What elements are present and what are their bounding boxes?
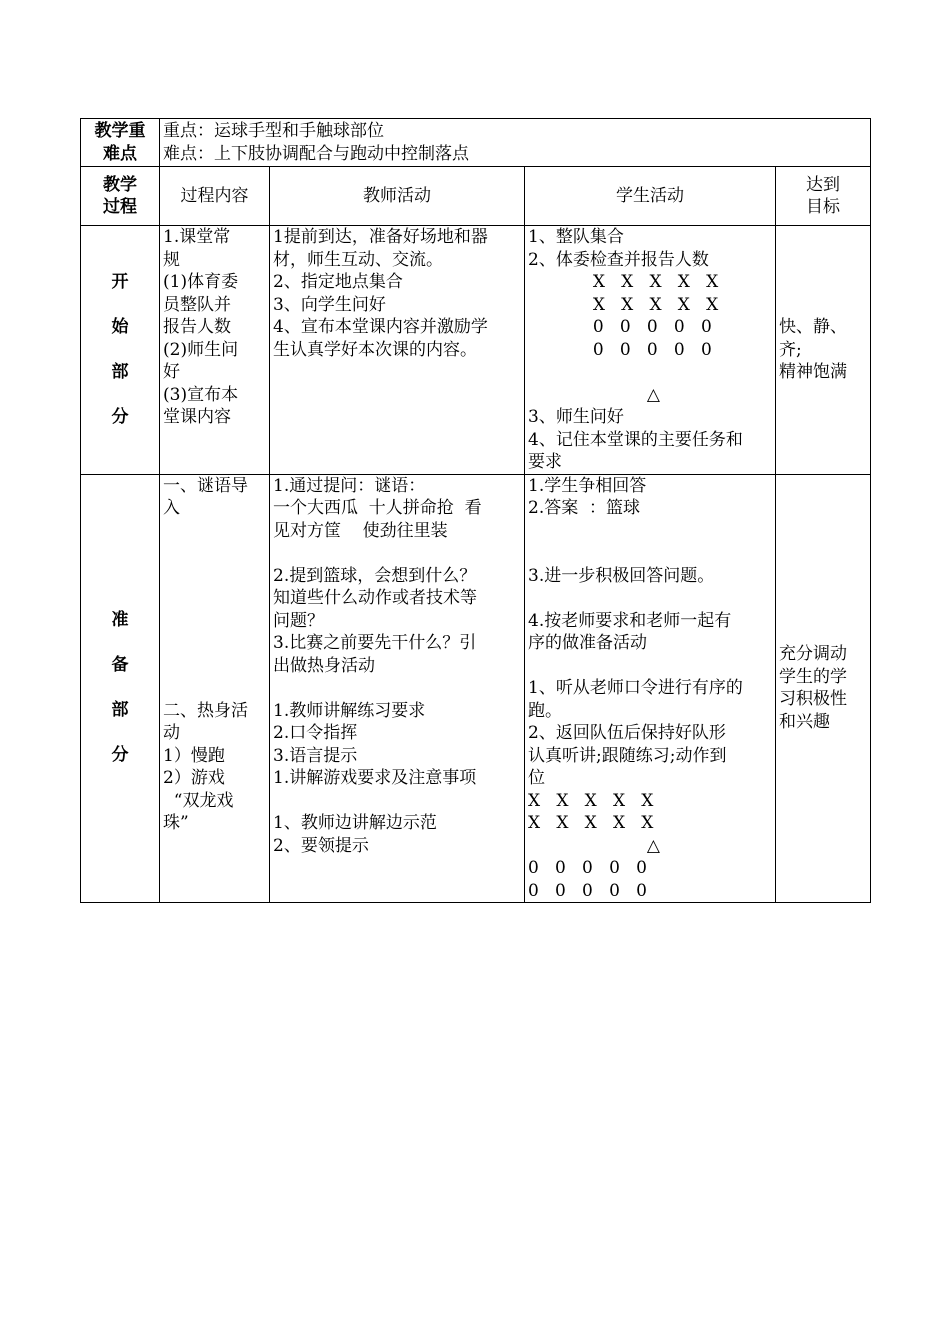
blank-line [163,632,266,655]
student-activity [525,226,776,475]
formation-line: X X X X X [528,294,719,315]
content-line: 报告人数 [163,317,231,337]
teacher-line: 见对方筐 使劲往里装 [273,520,448,541]
difficult-point: 难点：上下肢协调配合与跑动中控制落点 [163,143,469,164]
blank-line [273,677,521,700]
goal-header-line: 达到 [806,174,840,195]
section-name-char: 部 [111,361,129,382]
formation-line: X X X X X [528,272,719,292]
blank-line [163,655,266,678]
focus-label-line: 教学重 [94,121,146,141]
teacher-line: 知道些什么动作或者技术等 [273,588,477,608]
formation-line: X X X X X [528,813,654,833]
goal-header-line: 目标 [806,197,840,217]
content-line: “双龙戏 [163,790,234,811]
student-line: 4.按老师要求和老师一起有 [528,610,732,631]
lesson-plan-table [80,118,871,903]
formation-line: X X X X X [528,790,654,811]
key-point: 重点：运球手型和手触球部位 [163,121,384,141]
goal-line: 充分调动 [779,644,847,665]
content-line: 一、谜语导 [163,475,248,496]
section-name [81,474,160,903]
teacher-line: 3.比赛之前要先干什么？引 [273,633,477,653]
student-line: 位 [528,768,545,788]
teacher-line: 生认真学好本次课的内容。 [273,339,477,360]
blank-line [163,542,266,565]
section-name-char: 准 [111,610,129,631]
student-line: 2.答案 ：篮球 [528,498,641,518]
blank-line [163,565,266,588]
student-line: 4、记住本堂课的主要任务和 [528,429,743,450]
section-name-char: 始 [111,316,129,337]
process-header [81,167,160,226]
section-name-char: 分 [111,745,129,766]
content-line: 二、热身活 [163,700,248,721]
content-line: 堂课内容 [163,407,231,427]
teacher-line: 1、教师边讲解边示范 [273,813,437,833]
teacher-line: 4、宣布本堂课内容并激励学 [273,317,488,337]
content-line: 入 [163,498,180,518]
student-line: 要求 [528,452,562,472]
student-line: 3.进一步积极回答问题。 [528,565,715,586]
student-line: 1、整队集合 [528,227,624,247]
section-content [160,474,270,903]
student-line: 1、听从老师口令进行有序的 [528,678,743,698]
student-line: 2、体委检查并报告人数 [528,249,709,270]
teacher-line: 2.提到篮球，会想到什么？ [273,565,477,586]
student-header: 学生活动 [525,167,776,226]
teacher-line: 1.教师讲解练习要求 [273,700,426,721]
goal [776,226,871,475]
focus-label-line: 难点 [103,143,137,164]
teacher-line: 出做热身活动 [273,655,375,676]
content-line: 珠” [163,813,189,833]
process-header-line: 教学 [103,174,137,195]
content-line: 员整队并 [163,294,231,315]
section-name-char: 部 [111,700,129,721]
blank-line [528,542,772,565]
content-line: 动 [163,723,180,743]
teacher-header: 教师活动 [270,167,525,226]
content-line: 2）游戏 [163,768,225,788]
blank-line [163,610,266,633]
blank-line [528,520,772,543]
formation-line: 0 0 0 0 0 [528,339,712,360]
teacher-activity [270,474,525,903]
blank-line [163,677,266,700]
teacher-position-mark: △ [528,835,660,856]
teacher-line: 3、向学生问好 [273,294,386,315]
formation-line: 0 0 0 0 0 [528,858,647,878]
teacher-activity [270,226,525,475]
header-row [81,167,871,226]
teacher-line: 一个大西瓜 十人拼命抢 看 [273,498,482,518]
blank-line [273,542,521,565]
teacher-line: 材，师生互动、交流。 [273,249,443,270]
section-row-prep [81,474,871,903]
content-line: (2)师生问 [163,339,239,360]
section-name [81,226,160,475]
formation-line: 0 0 0 0 0 [528,317,712,337]
teacher-line: 1.讲解游戏要求及注意事项 [273,768,477,788]
section-name-char: 备 [111,655,129,676]
goal-line: 快、静、 [779,317,847,337]
goal-line: 精神饱满 [779,362,847,382]
formation-line: 0 0 0 0 0 [528,880,647,901]
teacher-line: 2、要领提示 [273,835,369,856]
goal-line: 和兴趣 [779,711,830,732]
blank-line [528,655,772,678]
student-line: 1.学生争相回答 [528,475,647,496]
section-name-char: 分 [111,406,129,427]
goal-header [776,167,871,226]
student-line: 认真听讲;跟随练习;动作到 [528,745,727,766]
focus-content [160,119,871,167]
goal-line: 学生的学 [779,666,847,687]
goal [776,474,871,903]
blank-line [528,361,772,384]
goal-line: 齐; [779,339,802,360]
student-line: 序的做准备活动 [528,633,647,653]
student-line: 跑。 [528,700,562,721]
blank-line [273,790,521,813]
section-name-char: 开 [111,271,129,292]
student-line: 2、返回队伍后保持好队形 [528,723,726,743]
student-line: 3、师生问好 [528,407,624,427]
blank-line [528,587,772,610]
teacher-line: 2.口令指挥 [273,723,358,743]
goal-line: 习积极性 [779,689,847,710]
teacher-line: 3.语言提示 [273,745,358,766]
teacher-line: 1提前到达，准备好场地和器 [273,227,488,247]
teacher-position-mark: △ [528,384,660,405]
focus-label [81,119,160,167]
content-line: 1）慢跑 [163,745,225,766]
teacher-line: 问题？ [273,610,324,631]
content-line: 好 [163,362,180,382]
teacher-line: 2、指定地点集合 [273,272,403,292]
content-header: 过程内容 [160,167,270,226]
teacher-line: 1.通过提问：谜语： [273,475,426,496]
content-line: 1.课堂常 [163,227,231,247]
section-content [160,226,270,475]
blank-line [163,587,266,610]
focus-row [81,119,871,167]
content-line: (1)体育委 [163,272,239,292]
blank-line [163,520,266,543]
student-activity [525,474,776,903]
content-line: 规 [163,249,180,270]
section-row-start [81,226,871,475]
content-line: (3)宣布本 [163,384,239,405]
process-header-line: 过程 [103,197,137,217]
